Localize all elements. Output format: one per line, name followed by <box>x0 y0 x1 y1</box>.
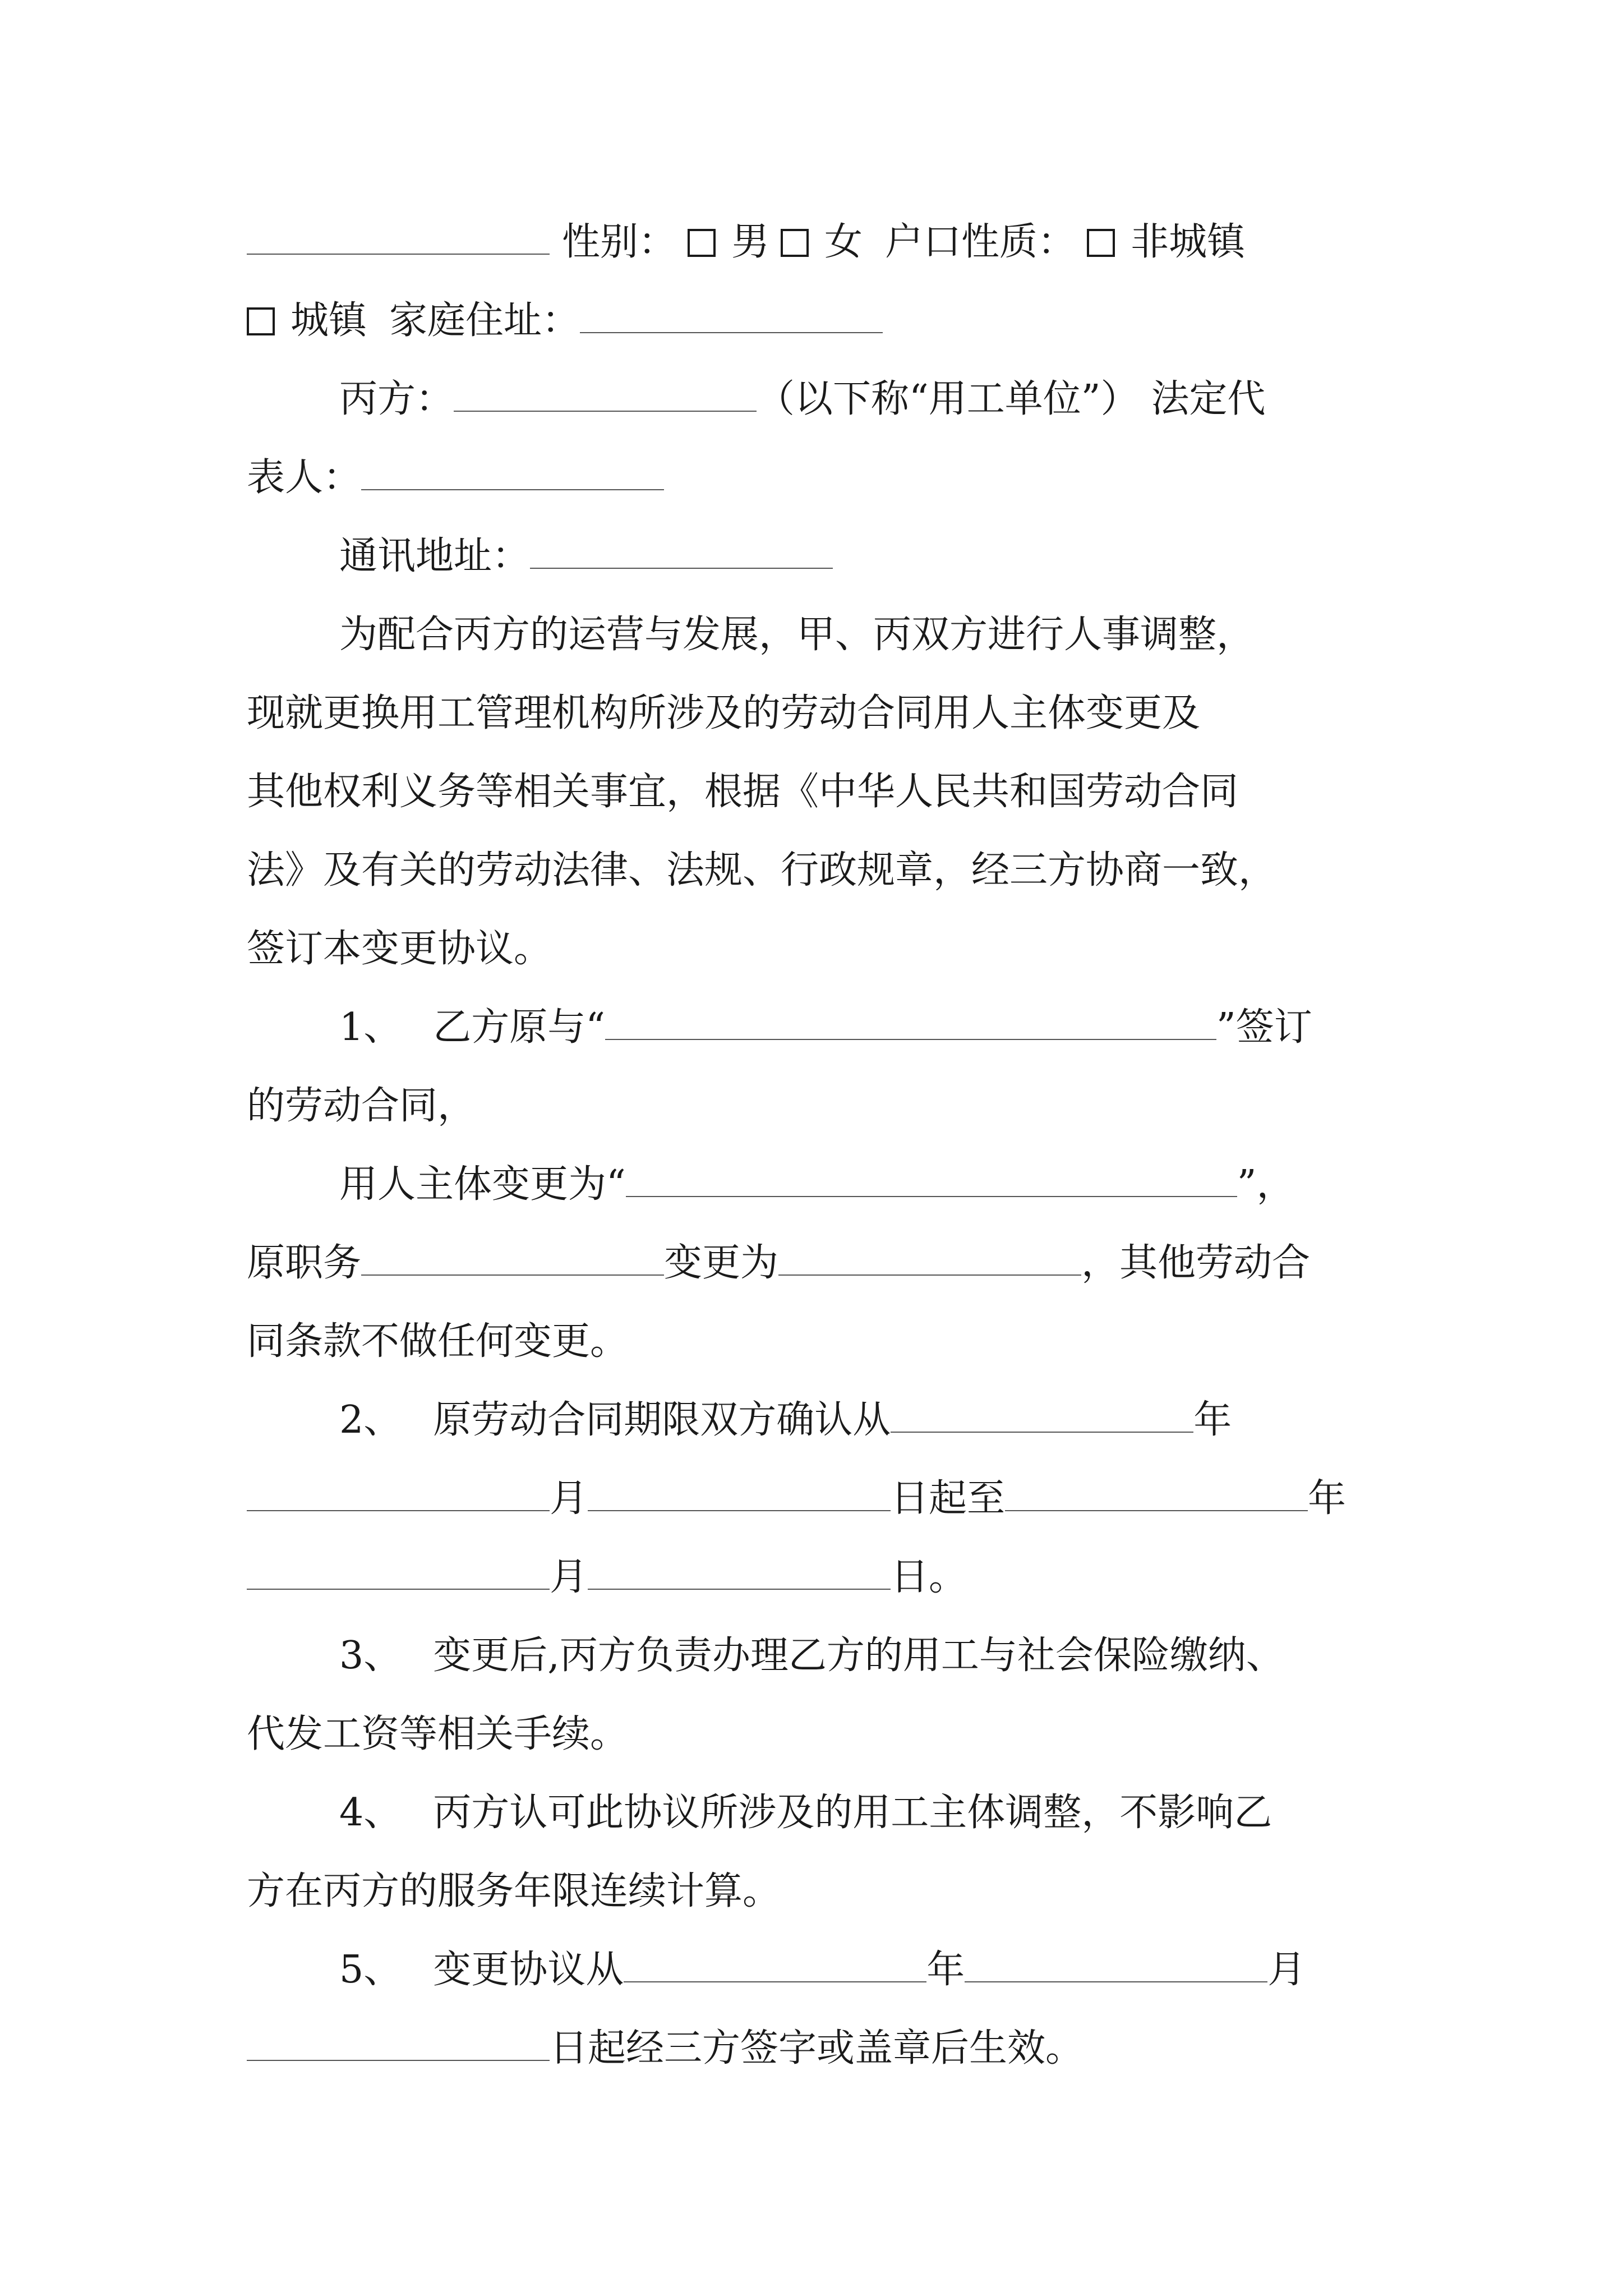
line-contact-address <box>247 528 1489 585</box>
new-position-blank[interactable] <box>778 1235 1081 1276</box>
item-1-text-d: 用人主体变更为“ <box>339 1162 626 1207</box>
female-checkbox[interactable] <box>781 229 809 257</box>
item-2-year-label: 年 <box>1193 1398 1232 1442</box>
male-label: 男 <box>731 220 770 264</box>
item-2-year-label-2: 年 <box>1308 1476 1347 1521</box>
item-3-text-a: 变更后,丙方负责办理乙方的用工与社会保险缴纳、 <box>433 1634 1284 1678</box>
item-2-month-label: 月 <box>550 1476 588 1521</box>
new-employer-blank[interactable] <box>626 1157 1237 1197</box>
item-4-line-2: 方在丙方的服务年限连续计算。 <box>247 1869 781 1913</box>
item-5-year-label: 年 <box>926 1948 965 1992</box>
effective-month-blank[interactable] <box>965 1942 1267 1982</box>
item-2-day-end-label: 日。 <box>891 1555 967 1599</box>
item-3-line-2: 代发工资等相关手续。 <box>247 1712 629 1756</box>
item-2-line-3 <box>247 1549 1396 1605</box>
item-1-text-h: ，其他劳动合 <box>1081 1241 1311 1285</box>
urban-checkbox[interactable] <box>247 307 275 335</box>
item-5-number: 5、 <box>339 1948 402 1992</box>
line-party-c <box>247 371 1489 427</box>
line-urban-address <box>247 293 1396 349</box>
household-label: 户口性质： <box>885 220 1076 264</box>
legal-rep-label-b: 表人： <box>247 455 362 500</box>
item-2-line-2 <box>247 1471 1396 1527</box>
item-2-line-1 <box>247 1392 1489 1448</box>
intro-line-1: 为配合丙方的运营与发展，甲、丙双方进行人事调整， <box>339 613 1255 657</box>
item-1-text-b: ”签订 <box>1216 1005 1312 1050</box>
party-c-name-blank[interactable] <box>454 371 757 412</box>
item-2-text-a: 原劳动合同期限双方确认从 <box>433 1398 891 1442</box>
gender-label: 性别： <box>562 220 677 264</box>
intro-line-4: 法》及有关的劳动法律、法规、行政规章，经三方协商一致， <box>247 848 1277 892</box>
contact-address-blank[interactable] <box>530 528 833 569</box>
intro-line-3: 其他权利义务等相关事宜，根据《中华人民共和国劳动合同 <box>247 770 1239 814</box>
item-4-line-1 <box>247 1785 1489 1841</box>
start-month-blank[interactable] <box>247 1471 550 1511</box>
name-blank[interactable] <box>247 214 550 255</box>
legal-rep-label-a: 法定代 <box>1151 377 1266 421</box>
item-5-line-1 <box>247 1942 1489 1998</box>
male-checkbox[interactable] <box>688 229 716 257</box>
item-5-month-label: 月 <box>1267 1948 1306 1992</box>
item-1-text-f: 原职务 <box>247 1241 362 1285</box>
line-legal-rep <box>247 450 1396 506</box>
item-5-text-a: 变更协议从 <box>433 1948 624 1992</box>
item-1-number: 1、 <box>339 1005 402 1050</box>
item-3-line-1 <box>247 1628 1489 1684</box>
start-day-blank[interactable] <box>588 1471 891 1511</box>
party-c-alias: （以下称“用工单位”） <box>757 377 1139 421</box>
item-1-line-3 <box>247 1157 1489 1213</box>
item-3-number: 3、 <box>339 1634 402 1678</box>
item-2-month-label-2: 月 <box>550 1555 588 1599</box>
home-address-blank[interactable] <box>580 293 883 333</box>
contact-address-label: 通讯地址： <box>339 534 531 578</box>
original-employer-blank[interactable] <box>605 1000 1216 1040</box>
home-address-label: 家庭住址： <box>389 298 580 343</box>
effective-year-blank[interactable] <box>624 1942 926 1982</box>
item-5-line-2 <box>247 2021 1396 2077</box>
item-4-number: 4、 <box>339 1791 402 1835</box>
item-4-text-a: 丙方认可此协议所涉及的用工主体调整，不影响乙 <box>433 1791 1272 1835</box>
urban-label: 城镇 <box>291 298 367 343</box>
intro-line-2: 现就更换用工管理机构所涉及的劳动合同用人主体变更及 <box>247 691 1201 735</box>
effective-day-blank[interactable] <box>247 2021 550 2061</box>
end-year-blank[interactable] <box>1005 1471 1308 1511</box>
item-1-text-g: 变更为 <box>664 1241 779 1285</box>
line-gender-household <box>247 214 1396 270</box>
item-2-number: 2、 <box>339 1398 402 1442</box>
non-urban-checkbox[interactable] <box>1087 229 1115 257</box>
end-day-blank[interactable] <box>588 1549 891 1590</box>
item-1-text-e: ”， <box>1237 1162 1295 1207</box>
item-1-line-5: 同条款不做任何变更。 <box>247 1319 629 1364</box>
item-1-line-2: 的劳动合同， <box>247 1084 476 1128</box>
item-1-text-a: 乙方原与“ <box>433 1005 606 1050</box>
female-label: 女 <box>824 220 863 264</box>
item-1-line-4 <box>247 1235 1396 1291</box>
original-position-blank[interactable] <box>361 1235 664 1276</box>
start-year-blank[interactable] <box>891 1392 1193 1433</box>
item-2-day-from-label: 日起至 <box>891 1476 1006 1521</box>
legal-rep-blank[interactable] <box>361 450 664 490</box>
item-1-line-1 <box>247 1000 1489 1056</box>
end-month-blank[interactable] <box>247 1549 550 1590</box>
intro-line-5: 签订本变更协议。 <box>247 927 552 971</box>
item-5-text-b: 日起经三方签字或盖章后生效。 <box>550 2026 1084 2070</box>
non-urban-label: 非城镇 <box>1131 220 1246 264</box>
party-c-label: 丙方： <box>339 377 454 421</box>
